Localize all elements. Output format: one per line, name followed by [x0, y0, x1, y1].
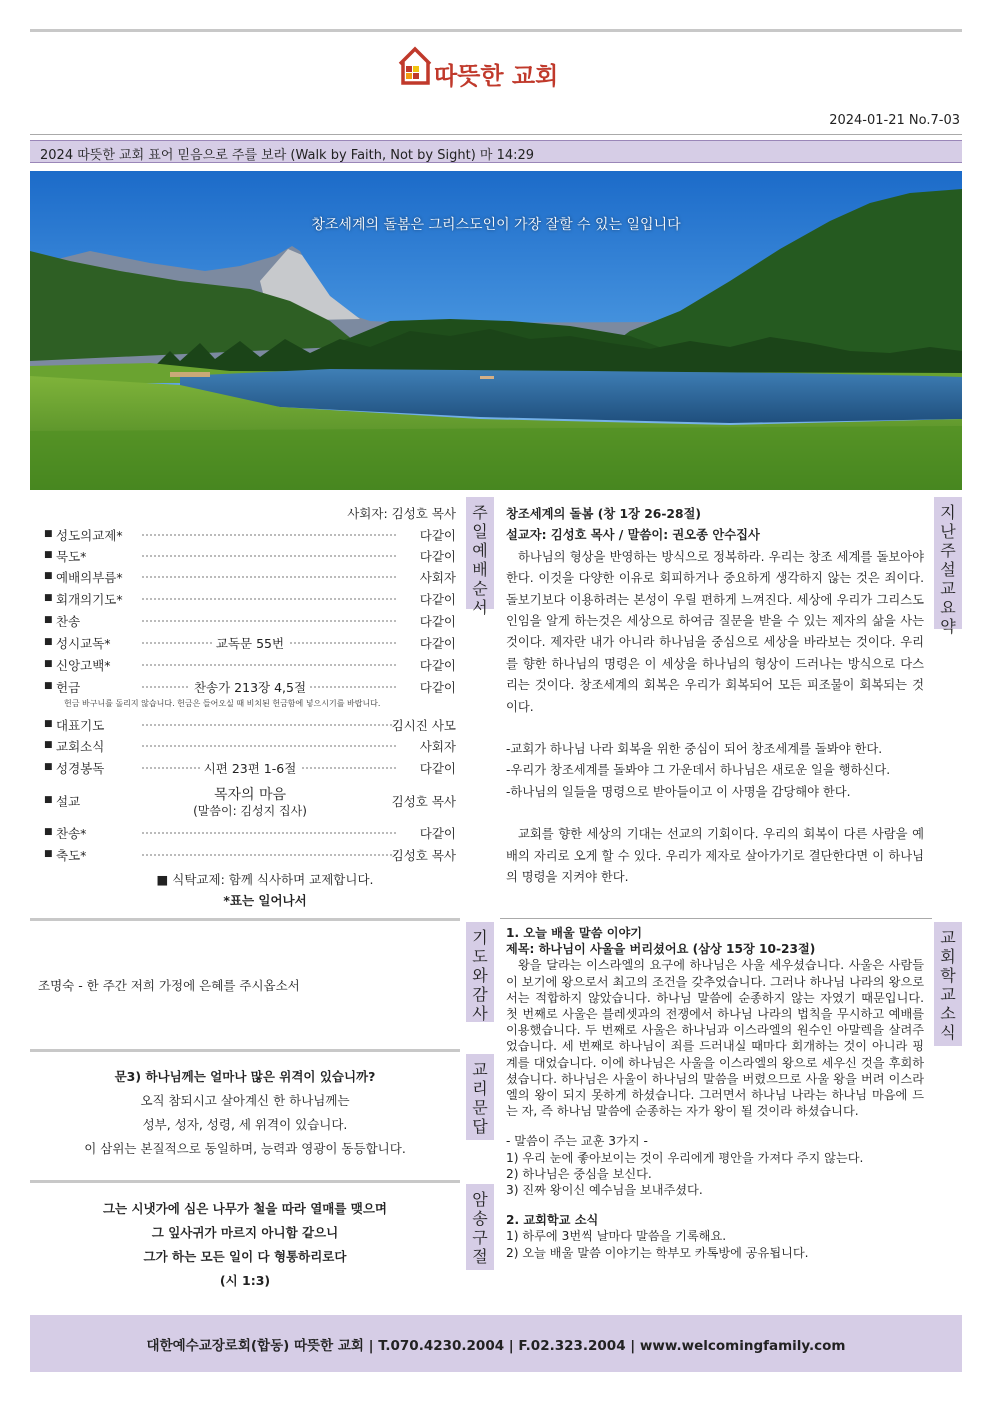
worship-item: ■ 묵도* 다같이: [44, 549, 456, 564]
church-name: 따뜻한 교회: [434, 62, 559, 90]
worship-item: ■ 성경봉독 시편 23편 1-6절 다같이: [44, 761, 456, 776]
meal-fellowship: ■ 식탁교제: 함께 식사하며 교제합니다.: [156, 872, 374, 887]
summary-point: -하나님의 일들을 명령으로 받아들이고 이 사명을 감당해야 한다.: [506, 784, 851, 799]
motto-text: 2024 따뜻한 교회 표어 믿음으로 주를 보라 (Walk by Faith, Not by Sight) 마 14:29: [40, 148, 535, 163]
school-subject: 제목: 하나님이 사울을 버리셨어요 (삼상 15장 10-23절): [506, 942, 816, 957]
tab-memory-verse: 암 송 구 절: [466, 1184, 494, 1270]
church-logo: [398, 46, 598, 94]
tab-catechism: 교 리 문 답: [466, 1054, 494, 1140]
lesson-item: 2) 하나님은 중심을 보신다.: [506, 1166, 652, 1181]
memory-verse-line: 그 잎사귀가 마르지 아니함 같으니: [151, 1225, 339, 1240]
lesson-item: 3) 진짜 왕이신 예수님을 보내주셨다.: [506, 1183, 703, 1198]
worship-item: ■ 찬송* 다같이: [44, 826, 456, 841]
worship-item: ■ 회개의기도* 다같이: [44, 592, 456, 607]
catechism-box: [30, 1065, 460, 1161]
worship-order: [30, 500, 460, 920]
memory-verse-line: 그는 시냇가에 심은 나무가 철을 따라 열매를 맺으며: [102, 1201, 388, 1216]
tab-sunday-worship-order: 주 일 예 배 순 서: [466, 497, 494, 609]
tab-prayer-thanks: 기 도 와 감 사: [466, 922, 494, 1022]
church-school-news: [506, 925, 924, 1261]
banner-landscape-image: [30, 171, 962, 490]
worship-item: ■ 찬송 다같이: [44, 614, 456, 629]
summary-title: 창조세계의 돌봄 (창 1장 26-28절): [506, 507, 702, 521]
footer-bar: [30, 1315, 962, 1372]
school-heading: 1. 오늘 배울 말씀 이야기: [506, 926, 643, 940]
presider: 사회자: 김성호 목사: [347, 506, 456, 521]
sermon-summary: [506, 504, 924, 889]
prayer-request: 조명숙 - 한 주간 저희 가정에 은혜를 주시옵소서: [38, 978, 300, 993]
motto-bar: [30, 140, 962, 163]
stand-note: *표는 일어나서: [223, 893, 307, 908]
worship-item: ■ 예배의부름* 사회자: [44, 570, 456, 585]
house-icon: [398, 46, 432, 86]
worship-item: ■ 대표기도 김시진 사모: [44, 718, 456, 733]
worship-item: ■ 축도* 김성호 목사: [44, 848, 456, 863]
worship-item-sermon: ■ 설교 목자의 마음 (말씀이: 김성지 집사) 김성호 목사: [44, 792, 456, 812]
worship-item: ■ 성도의교제* 다같이: [44, 528, 456, 543]
school-heading: 2. 교회학교 소식: [506, 1213, 599, 1228]
worship-item: ■ 신앙고백* 다같이: [44, 658, 456, 673]
summary-paragraph: 교회를 향한 세상의 기대는 선교의 기회이다. 우리의 회복이 다른 사람을 예배의 자리로 오게 할 수 있다. 우리가 제자로 살아가기로 결단한다면 이 하나님의 명령을 지켜야 한다.: [506, 827, 924, 885]
worship-item: ■ 교회소식 사회자: [44, 739, 456, 754]
banner-caption: 창조세계의 돌봄은 그리스도인이 가장 잘할 수 있는 일입니다: [311, 217, 681, 233]
catechism-answer-line: 이 삼위는 본질적으로 동일하며, 능력과 영광이 동등합니다.: [84, 1141, 406, 1156]
memory-verse-box: [30, 1197, 460, 1293]
memory-verse-line: 그가 하는 모든 일이 다 형통하리로다: [143, 1249, 347, 1264]
lesson-title: - 말씀이 주는 교훈 3가지 -: [506, 1134, 648, 1149]
date-issue: 2024-01-21 No.7-03: [829, 113, 960, 128]
tab-church-school-news: 교 회 학 교 소 식: [934, 922, 962, 1046]
section-divider: [30, 918, 460, 921]
summary-point: -우리가 창조세계를 돌봐야 그 가운데서 하나님은 새로운 일을 행하신다.: [506, 763, 891, 778]
summary-speaker: 설교자: 김성호 목사 / 말씀이: 권오종 안수집사: [506, 528, 760, 543]
header-rule: [30, 134, 962, 135]
footer-contact: 대한예수교장로회(합동) 따뜻한 교회 | T.070.4230.2004 | F.02.323.2004 | www.welcomingfamily.com: [146, 1338, 846, 1354]
catechism-answer-line: 성부, 성자, 성령, 세 위격이 있습니다.: [142, 1117, 348, 1132]
sermon-speaker: (말씀이: 김성지 집사): [193, 804, 307, 818]
school-news-item: 2) 오늘 배울 말씀 이야기는 학부모 카톡방에 공유됩니다.: [506, 1245, 809, 1260]
summary-point: -교회가 하나님 나라 회복을 위한 중심이 되어 창조세계를 돌봐야 한다.: [506, 742, 883, 757]
sermon-title: 목자의 마음: [213, 787, 287, 803]
catechism-question: 문3) 하나님께는 얼마나 많은 위격이 있습니까?: [114, 1069, 376, 1084]
top-rule: [30, 29, 962, 32]
section-divider: [500, 918, 932, 919]
section-divider: [30, 1049, 460, 1052]
memory-verse-reference: (시 1:3): [219, 1273, 271, 1288]
lesson-item: 1) 우리 눈에 좋아보이는 것이 우리에게 평안을 가져다 주지 않는다.: [506, 1150, 864, 1165]
school-news-item: 1) 하루에 3번씩 날마다 말씀을 기록해요.: [506, 1229, 727, 1244]
tab-last-week-sermon-summary: 지 난 주 설 교 요 약: [934, 497, 962, 629]
catechism-answer-line: 오직 참되시고 살아계신 한 하나님께는: [140, 1093, 350, 1108]
worship-item: ■ 헌금 찬송가 213장 4,5절 다같이: [44, 680, 456, 695]
offering-note: 헌금 바구니를 돌리지 않습니다. 헌금은 들어오실 때 비치된 헌금함에 넣으시기를 바랍니다.: [64, 699, 381, 708]
worship-item: ■ 성시교독* 교독문 55번 다같이: [44, 636, 456, 651]
summary-paragraph: 하나님의 형상을 반영하는 방식으로 정복하라. 우리는 창조 세계를 돌보아야 한다. 이것을 다양한 이유로 회피하거나 중요하게 생각하지 않는 것은 죄이다. 돌보기보다 이용하려는 본성이 우릴 편하게 느껴진다. 세상에 우리가 그리스도인임을 알게 하는것은 세상으로 하여금 질문을 받을 수 있는 제자의 삶을 사는 것이다. 제자란 내가 아니라 하나님을 중심으로 세상을 바라보는 것이다. 우리를 향한 하나님의 명령은 이 세상을 하나님의 형상이 드러나는 방식으로 다스리는 것이다. 창조세계의 회복은 우리가 회복되어 모든 피조물이 회복되는 것이다.: [506, 549, 924, 714]
school-story: 왕을 달라는 이스라엘의 요구에 하나님은 사울 세우셨습니다. 사울은 사람들이 보기에 왕으로서 최고의 조건을 갖추었습니다. 그러나 하나님 나라의 왕으로서는 적합하지 않았습니다. 하나님 말씀에 순종하지 않는 자였기 때문입니다. 첫 번째로 사울은 블레셋과의 전쟁에서 하나님 나라의 법칙을 무시하고 예배를 이용했습니다. 두 번째로 사울은 하나님과 이스라엘의 원수인 아말렉을 살려주었습니다. 세 번째로 하나님이 죄를 드러내실 때마다 회개하는 것이 아니라 핑계를 대었습니다. 이에 하나님은 사울을 이스라엘의 왕으로 세우신 것을 후회하셨습니다. 하나님은 사울이 하나님의 말씀을 버렸으므로 사울 왕을 버려 이스라엘의 왕이 되지 못하게 하셨습니다. 그러면서 하나님 나라는 하나님 마음에 드는 자, 즉 하나님 말씀에 순종하는 자가 왕이 될 것이라 하셨습니다.: [506, 958, 924, 1119]
section-divider: [30, 1180, 460, 1183]
